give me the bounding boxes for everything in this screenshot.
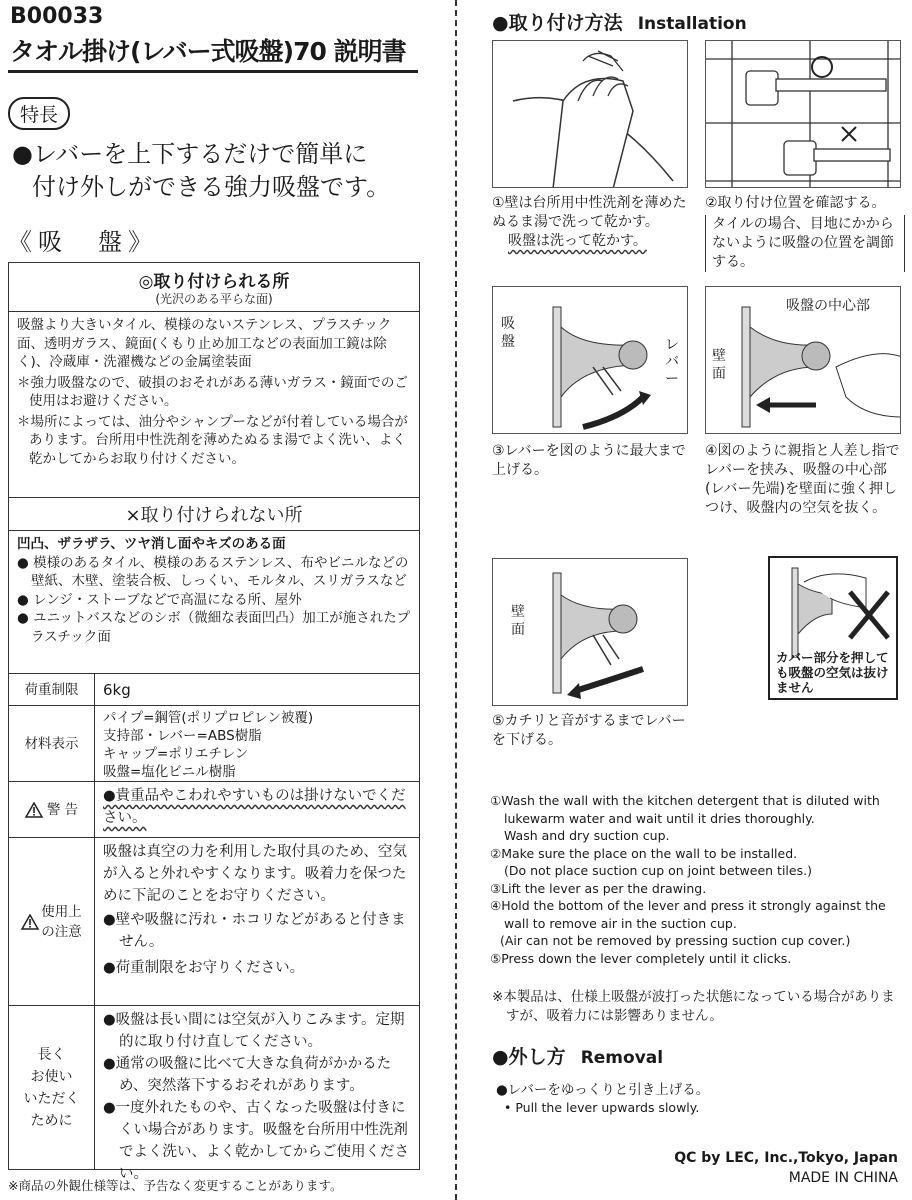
cannot-attach-bold: 凹凸、ザラザラ、ツヤ消し面やキズのある面: [17, 536, 286, 552]
step4-illustration: [705, 286, 901, 434]
longuse-item1: ●吸盤は長い間には空気が入りこみます。定期的に取り付け直してください。: [103, 1012, 405, 1050]
removal-en: • Pull the lever upwards slowly.: [504, 1100, 700, 1115]
install-heading-jp: ●取り付け方法: [492, 12, 623, 34]
can-attach-box: [8, 262, 420, 498]
removal-heading-jp: ●外し方: [492, 1046, 566, 1068]
footnote: ※商品の外観仕様等は、予告なく変更することがあります。: [8, 1178, 343, 1193]
warning-row: [8, 782, 420, 838]
step2-illustration: [705, 40, 901, 188]
cover-warning-text: カバー部分を押しても吸盤の空気は抜けません: [776, 650, 889, 695]
maker-line2: MADE IN CHINA: [788, 1170, 898, 1186]
material-line4: 吸盤=塩化ビニル樹脂: [103, 764, 236, 780]
caution-text: [95, 838, 419, 1005]
cannot-attach-item3: ● ユニットバスなどのシボ（微細な表面凹凸）加工が施されたプラスチック面: [17, 610, 411, 645]
load-label: 荷重制限: [9, 674, 95, 705]
load-row: [8, 674, 420, 706]
features-line1: ●レバーを上下するだけで簡単に: [12, 140, 368, 168]
english-step2: ②Make sure the place on the wall to be installed.: [490, 845, 798, 861]
removal-heading-en: Removal: [580, 1048, 664, 1068]
caution-label: [9, 838, 95, 1005]
load-value: 6kg: [103, 680, 131, 699]
features-text: [12, 138, 390, 204]
longuse-row: [8, 1006, 420, 1182]
material-line1: パイプ=鋼管(ポリプロピレン被覆): [103, 710, 314, 726]
label-center: 吸盤の中心部: [786, 298, 870, 314]
material-line3: キャップ=ポリエチレン: [103, 746, 249, 762]
step1-caption: [492, 194, 692, 251]
warning-label-text: 警 告: [46, 801, 79, 818]
label-suction: 吸盤: [501, 316, 515, 350]
label-wall-4: 壁面: [712, 348, 726, 382]
features-badge: 特長: [8, 97, 70, 130]
material-values: [95, 706, 419, 781]
longuse-text: [95, 1006, 419, 1182]
can-attach-sub: (光沢のある平らな面): [155, 292, 273, 306]
title-rule: [8, 70, 418, 73]
material-row: [8, 706, 420, 782]
warning-text: ●貴重品やこわれやすいものは掛けないでください。: [103, 788, 406, 826]
step2-text2: タイルの場合、目地にかからないように吸盤の位置を調節する。: [705, 215, 905, 272]
english-step4: ④Hold the bottom of the lever and press it strongly against the wall to remove air in the suction cup.: [490, 898, 886, 931]
step1-text2: 吸盤は洗って乾かす。: [508, 233, 647, 249]
cannot-attach-box: [8, 498, 420, 674]
caution-row: [8, 838, 420, 1006]
caution-label-text: [41, 902, 82, 942]
can-attach-n1: ＊強力吸盤なので、破損のおそれがある薄いガラス・鏡面でのご使用はお避けください。: [17, 374, 408, 409]
material-line2: 支持部・レバー=ABS樹脂: [103, 728, 262, 744]
cannot-attach-item2: ● レンジ・ストーブなどで高温になる所、屋外: [17, 591, 302, 608]
english-step2b: (Do not place suction cup on joint between tiles.): [504, 863, 812, 878]
step2-text: ②取り付け位置を確認する。: [705, 195, 886, 211]
step3-caption: ③レバーを図のように最大まで上げる。: [492, 443, 686, 478]
step5-caption: ⑤カチリと音がするまでレバーを下げる。: [492, 713, 686, 748]
label-wall-5: 壁面: [511, 604, 525, 638]
caution-paragraph: 吸盤は真空の力を利用した取付具のため、空気が入ると外れやすくなります。吸着力を保つために下記のことをお守りください。: [103, 844, 407, 904]
english-step1: ①Wash the wall with the kitchen detergent that is diluted with lukewarm water and wait until it dries thoroughly.: [490, 793, 880, 826]
step1-text: ①壁は台所用中性洗剤を薄めたぬるま湯で洗って乾かす。: [492, 195, 687, 230]
material-label: 材料表示: [9, 706, 95, 781]
step2-caption: [705, 194, 905, 272]
english-step5: ⑤Press down the lever completely until it clicks.: [490, 950, 792, 966]
can-attach-n2: ＊場所によっては、油分やシャンプーなどが付着している場合があります。台所用中性洗剤を薄めたぬるま湯でよく洗い、よく乾かしてからお取り付けください。: [17, 413, 408, 467]
removal-heading: [492, 1042, 663, 1069]
caution-triangle-icon: [21, 914, 39, 930]
cannot-attach-heading: ×取り付けられない所: [9, 498, 419, 531]
warning-triangle-icon: [25, 802, 43, 818]
english-step3: ③Lift the lever as per the drawing.: [490, 880, 707, 896]
english-instructions: [490, 792, 910, 967]
caution-label-line2: の注意: [41, 923, 82, 940]
lever-up-icon: [493, 287, 688, 434]
step4-caption: ④図のように親指と人差し指でレバーを挟み、吸盤の中心部(レバー先端)を壁面に強く押しつけ、吸盤内の空気を抜く。: [705, 443, 900, 516]
step3-illustration: [492, 286, 688, 434]
cannot-attach-item1: ● 模様のあるタイル、模様のあるステンレス、布やビニルなどの壁紙、木壁、塗装合板、しっくい、モルタル、スリガラスなど: [17, 554, 409, 589]
install-heading-en: Installation: [637, 14, 747, 34]
maker-line1: QC by LEC, Inc.,Tokyo, Japan: [674, 1150, 898, 1166]
warning-label: [9, 782, 95, 837]
cover-x-icon: [770, 558, 898, 658]
wave-note: ※本製品は、仕様上吸盤が波打った状態になっている場合がありますが、吸着力には影響ありません。: [492, 989, 895, 1024]
cover-warning-box: [768, 556, 898, 700]
tile-grid-icon: [706, 41, 901, 188]
english-step1b: Wash and dry suction cup.: [504, 828, 670, 843]
caution-item1: ●壁や吸盤に汚れ・ホコリなどがあると付きません。: [103, 912, 406, 950]
longuse-label: 長く お使い いただく ために: [9, 1006, 95, 1169]
cannot-attach-text: [9, 531, 419, 650]
removal-jp: ●レバーをゆっくりと引き上げる。: [496, 1082, 710, 1098]
doc-title: タオル掛け(レバー式吸盤)70 説明書: [10, 37, 406, 66]
wiping-hand-icon: [493, 41, 688, 188]
can-attach-heading: ◎取り付けられる所: [138, 272, 290, 292]
suction-heading: 《吸 盤》: [8, 228, 158, 256]
caution-label-line1: 使用上: [41, 903, 82, 920]
longuse-item3: ●一度外れたものや、古くなった吸盤は付きにくい場合があります。吸盤を台所用中性洗剤でよく洗い、よく乾かしてからご使用ください。: [103, 1100, 409, 1182]
longuse-item2: ●通常の吸盤に比べて大きな負荷がかかるため、突然落下するおそれがあります。: [103, 1056, 392, 1094]
product-code: B00033: [10, 4, 104, 29]
can-attach-text: [9, 312, 419, 472]
column-divider: [455, 0, 457, 1200]
step1-illustration: [492, 40, 688, 188]
install-heading: [492, 8, 747, 35]
warning-text-wrap: [95, 782, 419, 837]
can-attach-p1: 吸盤より大きいタイル、模様のないステンレス、プラスチック面、透明ガラス、鏡面(くもり止め加工などの表面加工鏡は除く)、冷蔵庫・洗濯機などの金属塗装面: [17, 317, 392, 370]
label-lever: レバー: [665, 337, 679, 387]
features-line2: 付け外しができる強力吸盤です。: [32, 173, 391, 201]
english-step4b: (Air can not be removed by pressing suction cup cover.): [500, 933, 851, 948]
step5-illustration: [492, 558, 688, 706]
caution-item2: ●荷重制限をお守りください。: [103, 960, 305, 976]
